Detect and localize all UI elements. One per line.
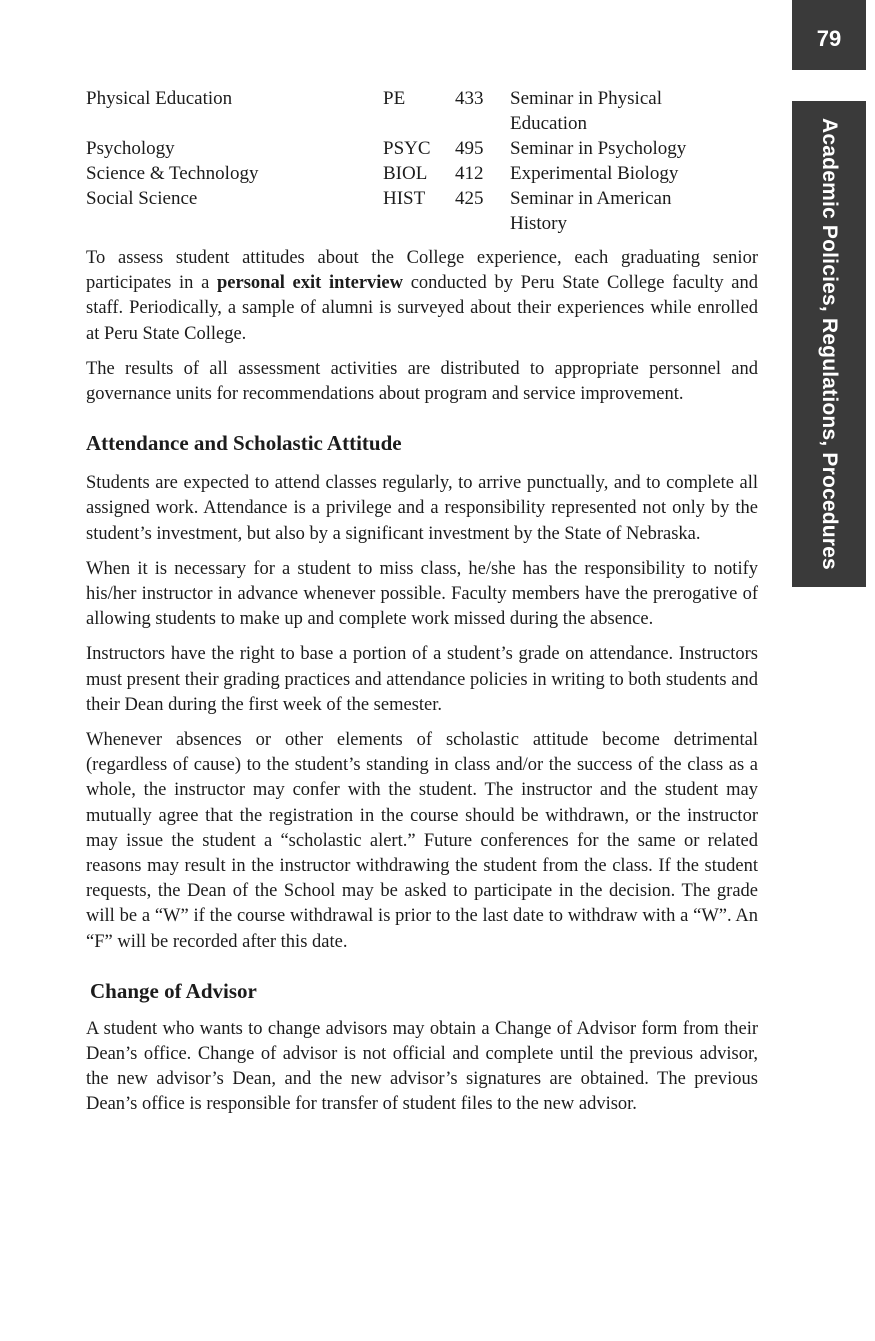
course-title: Experimental Biology	[510, 163, 679, 184]
table-row	[86, 186, 720, 236]
table-row	[86, 86, 720, 136]
course-number: 425	[455, 188, 484, 209]
course-prefix: PSYC	[383, 138, 431, 159]
exit-interview-paragraph	[86, 246, 758, 347]
attendance-paragraph: When it is necessary for a student to miss class, he/she has the responsibility to notify his/her instructor in advance whenever possible. Faculty members have the prerogative of allowing students to make up and complete work missed during the absence.	[86, 558, 758, 630]
page-number-tab	[792, 0, 866, 70]
change-of-advisor-heading: Change of Advisor	[90, 978, 257, 1003]
course-department: Science & Technology	[86, 163, 259, 184]
course-number: 433	[455, 88, 484, 109]
exit-interview-bold-term: personal exit interview	[217, 273, 403, 294]
attendance-paragraph: Students are expected to attend classes regularly, to arrive punctually, and to complete all assigned work. Attendance is a privilege and a responsibility represented not only by the student’s investment, but also by a significant investment by the State of Nebraska.	[86, 473, 758, 544]
page-content	[86, 86, 758, 1118]
exit-interview-text-before: To assess student attitudes about the College experience, each graduating senior participates in a	[86, 248, 758, 294]
change-of-advisor-paragraph: A student who wants to change advisors may obtain a Change of Advisor form from their Dean’s office. Change of advisor is not official and complete until the previous advisor, the new advisor’s Dean, and the new advisor’s signatures are obtained. The previous Dean’s office is responsible for transfer of student files to the new advisor.	[86, 1018, 758, 1115]
page-number: 79	[816, 26, 842, 51]
attendance-paragraph: Instructors have the right to base a portion of a student’s grade on attendance. Instructors must present their grading practices and attendance policies in writing to both students and their Dean during the first week of the semester.	[86, 644, 758, 715]
course-department: Psychology	[86, 138, 175, 159]
table-row	[86, 161, 720, 186]
attendance-heading: Attendance and Scholastic Attitude	[86, 431, 402, 456]
table-row	[86, 136, 720, 161]
course-title: Seminar in Physical Education	[510, 88, 662, 134]
section-side-tab	[792, 101, 866, 587]
capstone-course-table	[86, 86, 720, 236]
assessment-results-paragraph: The results of all assessment activities are distributed to appropriate personnel and governance units for recommendations about program and service improvement.	[86, 358, 758, 405]
section-side-tab-label: Academic Policies, Regulations, Procedures	[818, 118, 841, 570]
course-title: Seminar in Psychology	[510, 138, 687, 159]
course-title: Seminar in American History	[510, 188, 672, 234]
course-prefix: PE	[383, 88, 406, 109]
course-prefix: BIOL	[383, 163, 428, 184]
attendance-paragraph: Whenever absences or other elements of scholastic attitude become detrimental (regardless of cause) to the student’s standing in class and/or the success of the class as a whole, the instructor may confer with the student. The instructor and the student may mutually agree that the registration in the course should be withdrawn, or the instructor may issue the student a “scholastic alert.” Future conferences for the same or related reasons may result in the instructor withdrawing the student from the class. If the student requests, the Dean of the School may be asked to participate in the decision. The grade will be a “W” if the course withdrawal is prior to the last date to withdraw with a “W”. An “F” will be recorded after this date.	[86, 730, 758, 952]
course-number: 412	[455, 163, 484, 184]
course-department: Social Science	[86, 188, 198, 209]
exit-interview-text-after: conducted by Peru State College faculty and staff. Periodically, a sample of alumni is surveyed about their experiences while enrolled at Peru State College.	[86, 273, 758, 344]
course-number: 495	[455, 138, 484, 159]
course-department: Physical Education	[86, 88, 233, 109]
course-prefix: HIST	[383, 188, 426, 209]
